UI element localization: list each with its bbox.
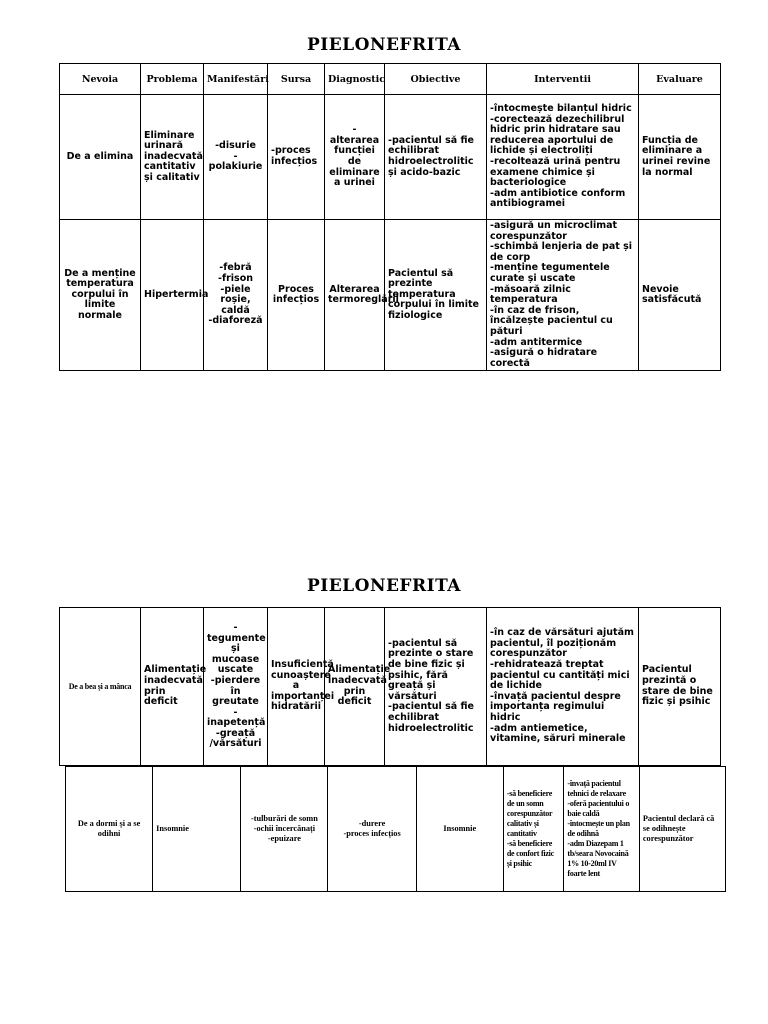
manifestations-cell <box>204 608 268 766</box>
problem-cell: Hipertermia <box>141 220 204 371</box>
header-nevoia: Nevoia <box>60 64 141 95</box>
intervention-item: -măsoară zilnic temperatura <box>490 283 571 306</box>
intervention-item: -în caz de frison, încălzește pacientul cu pături <box>490 304 613 337</box>
objective-item: -să beneficiere de un somn corespunzător calitativ și cantitativ <box>506 789 553 838</box>
header-obiective: Obiective <box>385 64 487 95</box>
manifestation-item: -pierdere în greutate <box>210 674 261 708</box>
intervention-item: -învață pacientul despre importanța regimului hidric <box>490 690 621 723</box>
manifestation-item: -disurie <box>215 140 256 152</box>
intervention-item: -adm Diazepam 1 tb/seara Novocaină 1% 10-20ml IV foarte lent <box>567 839 629 878</box>
evaluation-cell: Pacientul declară că se odihnește corespunzător <box>639 767 725 892</box>
intervention-item: -oferă pacientului o baie caldă <box>567 799 630 818</box>
manifestation-item: - <box>233 150 238 162</box>
manifestation-item: -greață /vărsături <box>209 727 262 750</box>
intervention-item: -menține tegumentele curate și uscate <box>490 262 610 284</box>
source-item: -durere <box>358 819 386 828</box>
intervention-item: -schimbă lenjeria de pat și de corp <box>490 241 633 263</box>
manifestation-item: -diaforeză <box>208 315 263 327</box>
table-row <box>60 95 721 220</box>
header-diagnostic: Diagnostic <box>325 64 385 95</box>
diagnosis-cell: -alterarea funcției de eliminare a urinei <box>325 95 385 220</box>
objectives-cell: Pacientul să prezinte temperatura corpului în limite fiziologice <box>385 220 487 371</box>
interventions-cell <box>487 95 639 220</box>
intervention-item: -recoltează urină pentru examene chimice și bacteriologice <box>490 156 621 189</box>
manifestation-item: -tulburări de somn <box>250 814 318 823</box>
objectives-cell <box>385 608 487 766</box>
source-cell: Insuficientă cunoaștere a importanței hidratării <box>268 608 325 766</box>
intervention-item: -întocmește un plan de odihnă <box>567 819 630 838</box>
care-plan-table-2 <box>59 607 721 766</box>
manifestation-item: polakiurie <box>208 161 263 173</box>
care-plan-table-3 <box>65 766 726 892</box>
problem-cell: Alimentație inadecvată prin deficit <box>141 608 204 766</box>
manifestation-item: -ochii încercănați <box>253 824 316 833</box>
page-title: PIELONEFRITA <box>306 35 461 55</box>
evaluation-cell: Funcția de eliminare a urinei revine la normal <box>639 95 721 220</box>
table-row <box>60 608 721 766</box>
intervention-item: -învață pacientul tehnici de relaxare <box>567 779 626 798</box>
table-row <box>60 220 721 371</box>
intervention-item: -adm antibiotice conform antibiogramei <box>490 187 626 210</box>
manifestation-item: -febră <box>219 262 252 274</box>
diagnosis-cell: Alimentație inadecvată prin deficit <box>325 608 385 766</box>
manifestation-item: -frison <box>218 272 253 284</box>
manifestation-item: -piele roșie, caldă <box>220 283 251 316</box>
evaluation-cell: Nevoie satisfăcută <box>639 220 721 371</box>
manifestations-cell <box>204 220 268 371</box>
objective-item: -să beneficiere de confort fizic și psihic <box>506 839 554 868</box>
problem-cell: Eliminare urinară inadecvată cantitativ și calitativ <box>141 95 204 220</box>
header-evaluare: Evaluare <box>639 64 721 95</box>
header-sursa: Sursa <box>268 64 325 95</box>
evaluation-cell: Pacientul prezintă o stare de bine fizic și psihic <box>639 608 721 766</box>
need-cell: De a bea și a mânca <box>60 608 141 766</box>
manifestations-cell <box>241 767 328 892</box>
header-problema: Problema <box>141 64 204 95</box>
care-plan-table <box>59 63 721 371</box>
intervention-item: -adm antitermice <box>490 336 583 348</box>
header-interventii: Interventii <box>487 64 639 95</box>
manifestations-cell <box>204 95 268 220</box>
objectives-cell <box>503 767 564 892</box>
table-row <box>66 767 726 892</box>
source-cell: -proces infecțios <box>268 95 325 220</box>
manifestation-item: -epuizare <box>267 834 301 843</box>
intervention-item: -asigură un microclimat corespunzător <box>490 220 618 242</box>
header-manifestari: Manifestări <box>204 64 268 95</box>
interventions-cell <box>487 220 639 371</box>
intervention-item: -corectează dezechilibrul hidric prin hidratare sau reducerea aportului de lichide și electroliți <box>490 113 625 157</box>
source-item: -proces infecțios <box>343 829 401 838</box>
objective-item: -pacientul să fie echilibrat hidroelectrolitic <box>388 701 474 734</box>
intervention-item: -în caz de vărsături ajutăm pacientul, îl poziționăm corespunzător <box>490 627 634 660</box>
objective-item: -pacientul să prezinte o stare de bine fizic și psihic, fără greață și vărsături <box>388 637 474 702</box>
diagnosis-cell: Alterarea termoreglării <box>325 220 385 371</box>
need-cell: De a elimina <box>60 95 141 220</box>
manifestation-item: -tegumente și mucoase uscate <box>207 621 266 676</box>
objectives-cell: -pacientul să fie echilibrat hidroelectrolitic și acido-bazic <box>385 95 487 220</box>
interventions-cell <box>564 767 639 892</box>
need-cell: De a dormi și a se odihni <box>66 767 153 892</box>
need-cell: De a menține temperatura corpului în limite normale <box>60 220 141 371</box>
problem-cell: Insomnie <box>153 767 241 892</box>
intervention-item: -asigură o hidratare corectă <box>490 347 598 369</box>
source-cell: Proces infecțios <box>268 220 325 371</box>
intervention-item: -întocmește bilanțul hidric <box>490 103 632 115</box>
intervention-item: -adm antiemetice, vitamine, săruri minerale <box>490 722 626 745</box>
source-cell <box>328 767 416 892</box>
diagnosis-cell: Insomnie <box>416 767 503 892</box>
intervention-item: -rehidratează treptat pacientul cu cantități mici de lichide <box>490 659 630 692</box>
manifestation-item: -inapetență <box>207 706 266 729</box>
interventions-cell <box>487 608 639 766</box>
page-title-2: PIELONEFRITA <box>306 576 461 596</box>
header-row <box>60 64 721 95</box>
